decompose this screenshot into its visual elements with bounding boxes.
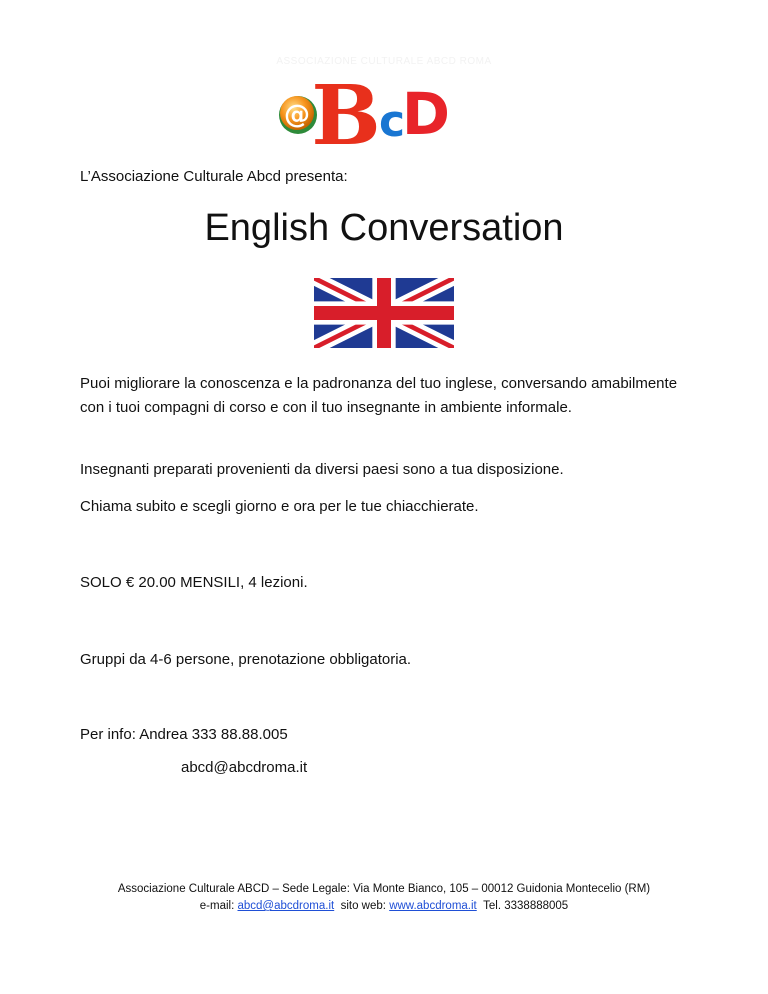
info-email-line: abcd@abcdroma.it xyxy=(181,759,308,776)
footer-site-label: sito web: xyxy=(340,900,386,912)
logo-c-letter: c xyxy=(378,96,406,147)
logo-tagline: ASSOCIAZIONE CULTURALE ABCD ROMA xyxy=(276,56,492,67)
info-contact-line: Per info: Andrea 333 88.88.005 xyxy=(80,726,288,743)
price-line: SOLO € 20.00 MENSILI, 4 lezioni. xyxy=(80,574,308,591)
footer-email-link[interactable]: abcd@abcdroma.it xyxy=(237,900,335,912)
footer-email-label: e-mail: xyxy=(199,900,235,912)
footer xyxy=(40,881,728,915)
logo-b-letter: B xyxy=(311,68,381,150)
teachers-paragraph: Insegnanti preparati provenienti da diversi paesi sono a tua disposizione. xyxy=(80,461,564,478)
footer-contact-line xyxy=(40,898,728,915)
logo-at-letter: @ xyxy=(284,100,310,130)
abcd-logo xyxy=(270,60,450,150)
footer-tel: Tel. 3338888005 xyxy=(483,900,569,912)
description-paragraph: Puoi migliorare la conoscenza e la padronanza del tuo inglese, conversando amabilmente con i tuoi compagni di corso e con il tuo insegnante in ambiente informale. xyxy=(80,375,678,416)
footer-address-line: Associazione Culturale ABCD – Sede Legale: Via Monte Bianco, 105 – 00012 Guidonia Montecelio (RM) xyxy=(117,883,651,895)
intro-line: L’Associazione Culturale Abcd presenta: xyxy=(80,168,348,185)
union-jack-flag-icon xyxy=(314,278,454,348)
groups-line: Gruppi da 4-6 persone, prenotazione obbligatoria. xyxy=(80,651,412,668)
logo-d-letter: D xyxy=(401,80,450,148)
page-title: English Conversation xyxy=(204,207,564,249)
footer-site-link[interactable]: www.abcdroma.it xyxy=(389,900,477,912)
call-paragraph: Chiama subito e scegli giorno e ora per le tue chiacchierate. xyxy=(80,498,479,515)
